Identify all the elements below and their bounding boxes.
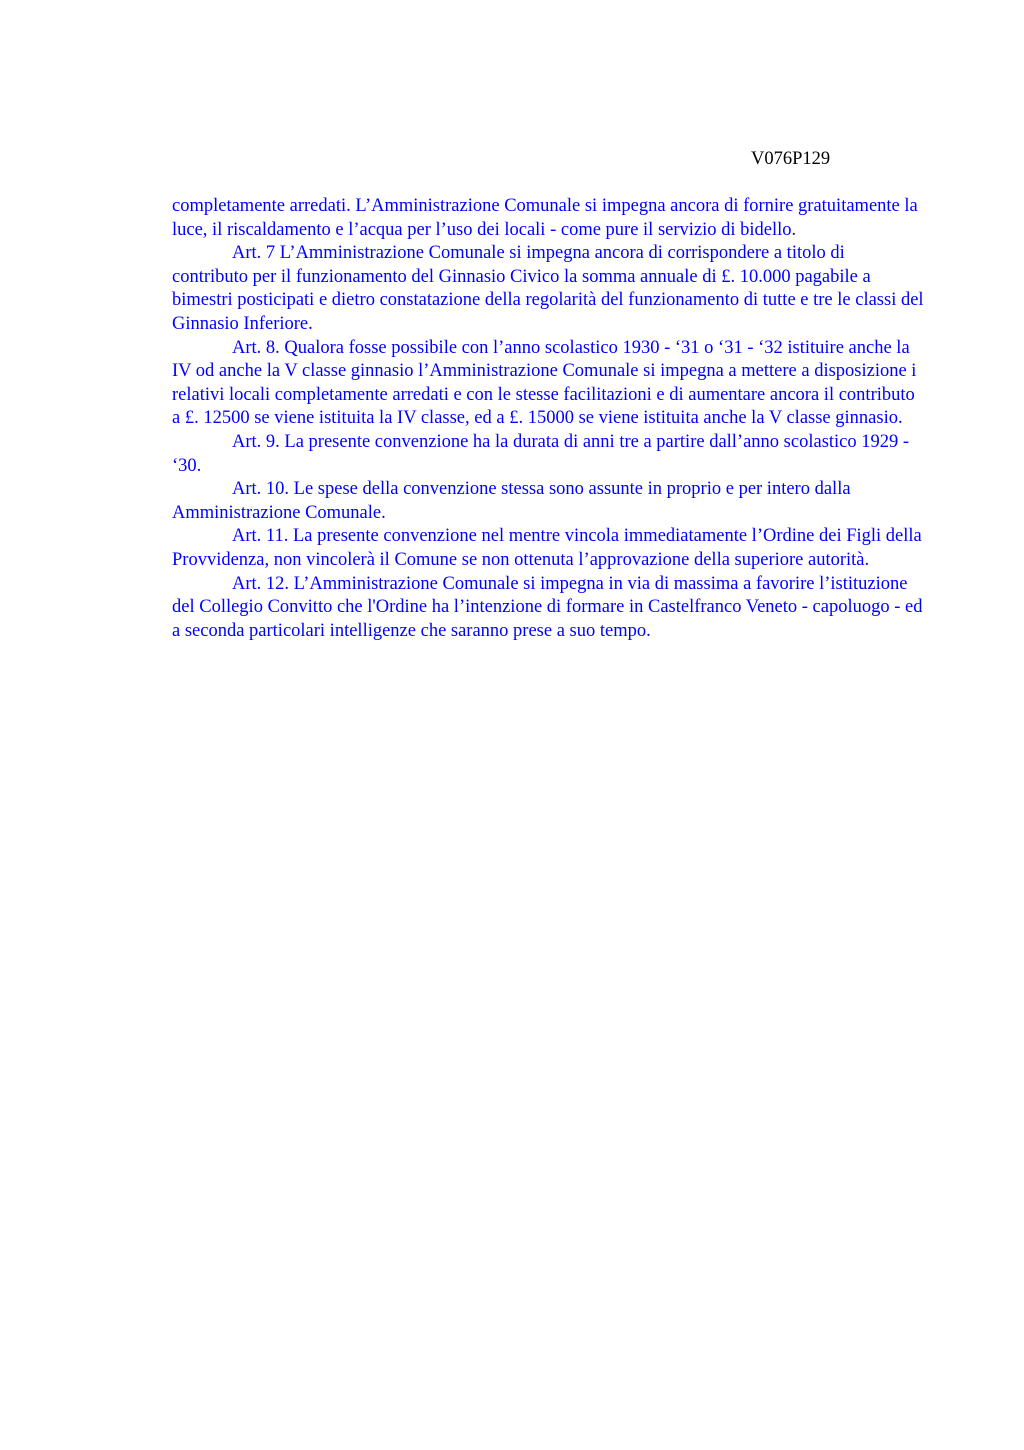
article-11-paragraph: Art. 11. La presente convenzione nel mentre vincola immediatamente l’Ordine dei Figli della Provvidenza, non vincolerà il Comune se non ottenuta l’approvazione della superiore autorità.	[172, 526, 922, 570]
document-body	[172, 195, 925, 643]
page-identifier: V076P129	[751, 149, 831, 169]
article-12-paragraph: Art. 12. L’Amministrazione Comunale si impegna in via di massima a favorire l’istituzione del Collegio Convitto che l'Ordine ha l’intenzione di formare in Castelfranco Veneto - capoluogo - ed a seconda particolari intelligenze che saranno prese a suo tempo.	[172, 573, 923, 641]
article-8-paragraph: Art. 8. Qualora fosse possibile con l’anno scolastico 1930 - ‘31 o ‘31 - ‘32 istituire anche la IV od anche la V classe ginnasio l’Amministrazione Comunale si impegna a mettere a disposizione i relativi locali completamente arredati e con le stesse facilitazioni e di aumentare ancora il contributo a £. 12500 se viene istituita la IV classe, ed a £. 15000 se viene istituita anche la V classe ginnasio.	[172, 337, 917, 429]
continuation-paragraph: completamente arredati. L’Amministrazione Comunale si impegna ancora di fornire gratuitamente la luce, il riscaldamento e l’acqua per l’uso dei locali - come pure il servizio di bidello.	[172, 196, 918, 240]
article-7-paragraph: Art. 7 L’Amministrazione Comunale si impegna ancora di corrispondere a titolo di contributo per il funzionamento del Ginnasio Civico la somma annuale di £. 10.000 pagabile a bimestri posticipati e dietro constatazione della regolarità del funzionamento di tutte e tre le classi del Ginnasio Inferiore.	[172, 243, 924, 334]
article-10-paragraph: Art. 10. Le spese della convenzione stessa sono assunte in proprio e per intero dalla Amministrazione Comunale.	[172, 479, 851, 523]
article-9-paragraph: Art. 9. La presente convenzione ha la durata di anni tre a partire dall’anno scolastico 1929 - ‘30.	[172, 431, 910, 476]
